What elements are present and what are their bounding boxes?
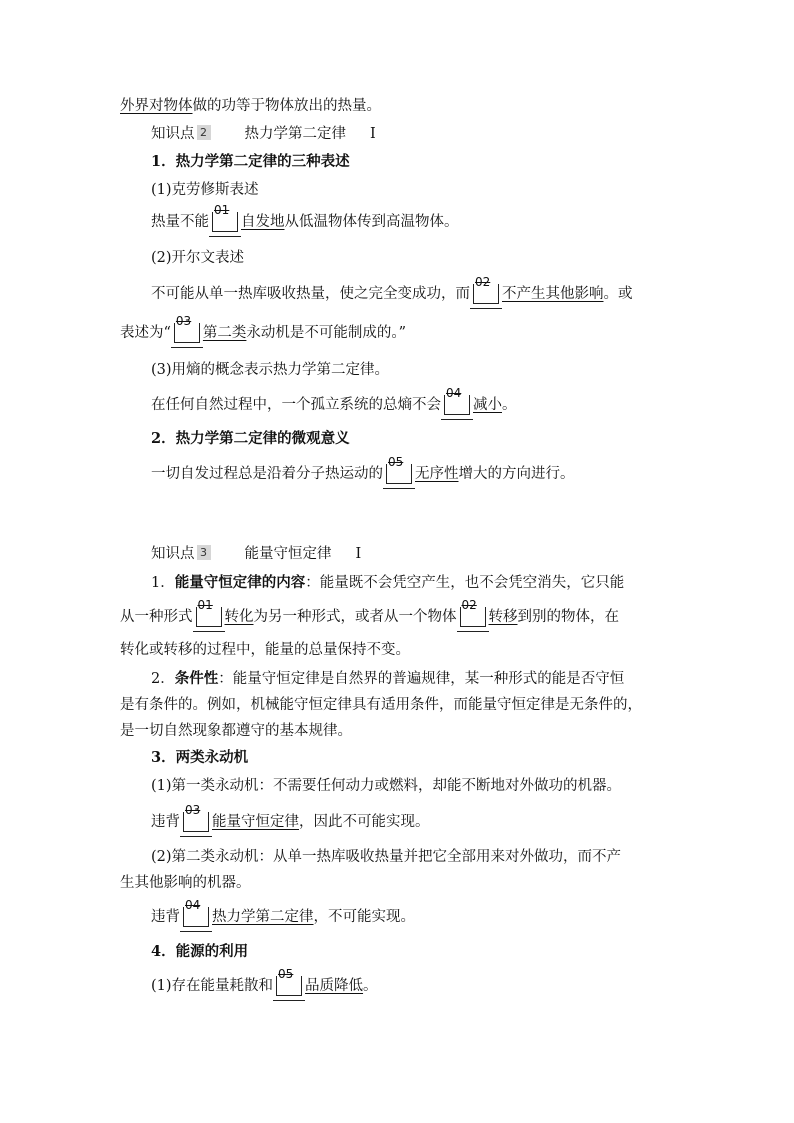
paragraph: (2)第二类永动机：从单一热库吸收热量并把它全部用来对外做功，而不产 — [151, 849, 622, 865]
blank-box — [473, 275, 499, 304]
blank-box — [444, 386, 470, 415]
subheading: 3．两类永动机 — [151, 749, 249, 766]
line-text: 。 — [363, 978, 378, 994]
paragraph: 是一切自然现象都遵守的基本规律。 — [120, 723, 352, 739]
blank-box — [196, 598, 222, 627]
answer-text: 外界对物体 — [120, 98, 193, 114]
fill-blank-line — [151, 967, 378, 996]
blank-number: 03 — [185, 803, 201, 817]
blank-box — [174, 314, 200, 343]
paragraph: 转化或转移的过程中，能量的总量保持不变。 — [120, 642, 410, 658]
line-text: ：能量守恒定律是自然界的普遍规律，某一种形式的能是否守恒 — [218, 671, 625, 687]
line-text: 表述为“ — [120, 325, 171, 341]
answer-text: 热力学第二定律 — [212, 909, 314, 925]
fill-blank-line — [151, 898, 415, 927]
fill-blank-line — [151, 803, 430, 832]
top-line — [120, 96, 381, 116]
knowledge-number-badge: 2 — [197, 125, 211, 140]
blank-number: 02 — [475, 275, 491, 289]
line-text: 永动机是不可能制成的。” — [246, 325, 407, 341]
paragraph: (1)克劳修斯表述 — [151, 182, 259, 198]
blank-number: 02 — [461, 598, 477, 612]
line-text: 。 — [502, 397, 517, 413]
item-number: 2． — [151, 671, 175, 687]
blank-box — [212, 203, 238, 232]
paragraph: 是有条件的。例如，机械能守恒定律具有适用条件，而能量守恒定律是无条件的， — [120, 697, 642, 713]
fill-blank-line — [120, 598, 619, 627]
blank-box — [183, 898, 209, 927]
bold-term: 条件性 — [174, 670, 219, 687]
heading-level: Ⅰ — [355, 546, 362, 562]
paragraph: 生其他影响的机器。 — [120, 875, 251, 891]
fill-blank-line — [151, 275, 633, 304]
heading-label: 知识点 — [151, 126, 195, 142]
blank-box — [386, 455, 412, 484]
line-text: 违背 — [151, 909, 180, 925]
knowledge-number-badge: 3 — [197, 545, 211, 560]
answer-text: 自发地 — [241, 214, 285, 230]
answer-text: 无序性 — [415, 466, 459, 482]
paragraph — [151, 669, 624, 689]
paragraph — [151, 573, 624, 593]
fill-blank-line — [151, 203, 459, 232]
line-text: ：能量既不会凭空产生，也不会凭空消失，它只能 — [305, 575, 625, 591]
subheading: 4．能源的利用 — [151, 943, 249, 960]
line-text: 在任何自然过程中，一个孤立系统的总熵不会 — [151, 397, 441, 413]
item-number: 1． — [151, 575, 175, 591]
line-text: 增大的方向进行。 — [458, 466, 575, 482]
line-text: 到别的物体，在 — [517, 609, 619, 625]
blank-box — [276, 967, 302, 996]
paragraph: (3)用熵的概念表示热力学第二定律。 — [151, 362, 390, 378]
line-text: 为另一种形式，或者从一个物体 — [253, 609, 457, 625]
paragraph: (2)开尔文表述 — [151, 250, 245, 266]
paragraph: (1)第一类永动机：不需要任何动力或燃料，却能不断地对外做功的机器。 — [151, 778, 622, 794]
blank-number: 03 — [175, 314, 192, 328]
line-text: 做的功等于物体放出的热量。 — [192, 98, 381, 114]
subheading: 1．热力学第二定律的三种表述 — [151, 153, 350, 170]
fill-blank-line — [151, 386, 517, 415]
answer-text: 第二类 — [202, 325, 247, 341]
answer-text: 转移 — [488, 609, 518, 625]
subheading: 2．热力学第二定律的微观意义 — [151, 430, 350, 447]
blank-number: 04 — [185, 898, 201, 912]
section-heading-2 — [151, 124, 376, 144]
line-text: ，不可能实现。 — [313, 909, 415, 925]
line-text: 从低温物体传到高温物体。 — [284, 214, 459, 230]
answer-text: 不产生其他影响 — [502, 286, 604, 302]
answer-text: 减小 — [473, 397, 502, 413]
answer-text: 转化 — [224, 609, 254, 625]
answer-text: 能量守恒定律 — [212, 814, 299, 830]
heading-label: 知识点 — [151, 546, 195, 562]
blank-number: 01 — [214, 203, 230, 217]
fill-blank-line — [120, 314, 407, 343]
line-text: 一切自发过程总是沿着分子热运动的 — [151, 466, 383, 482]
line-text: 。或 — [603, 286, 633, 302]
blank-box — [460, 598, 486, 627]
heading-level: Ⅰ — [370, 126, 376, 142]
blank-number: 05 — [388, 455, 404, 469]
blank-number: 04 — [446, 386, 462, 400]
line-text: (1)存在能量耗散和 — [151, 978, 274, 994]
line-text: 从一种形式 — [120, 609, 193, 625]
blank-box — [183, 803, 209, 832]
bold-term: 能量守恒定律的内容 — [174, 574, 306, 591]
answer-text: 品质降低 — [305, 978, 364, 994]
line-text: 违背 — [151, 814, 180, 830]
heading-title: 能量守恒定律 — [244, 546, 332, 562]
line-text: 热量不能 — [151, 214, 209, 230]
section-heading-3 — [151, 544, 361, 564]
heading-title: 热力学第二定律 — [244, 126, 346, 142]
line-text: ，因此不可能实现。 — [299, 814, 430, 830]
blank-number: 05 — [278, 967, 294, 981]
line-text: 不可能从单一热库吸收热量，使之完全变成功，而 — [151, 286, 470, 302]
blank-number: 01 — [197, 598, 213, 612]
fill-blank-line — [151, 455, 575, 484]
